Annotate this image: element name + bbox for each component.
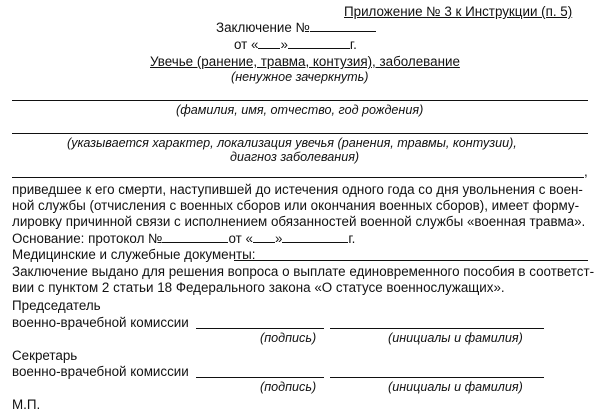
- secretary-signature-hint: (подпись): [260, 380, 317, 394]
- basis-date-prefix: от «: [228, 231, 253, 246]
- documents-label: Медицинские и служебные документы:: [12, 247, 256, 262]
- appendix-reference: Приложение № 3 к Инструкции (п. 5): [344, 4, 573, 19]
- injury-field-hint-2: диагноз заболевания): [230, 150, 360, 164]
- subject-line: Увечье (ранение, травма, контузия), заболевание: [150, 54, 460, 69]
- chair-name-line[interactable]: [330, 328, 544, 329]
- secretary-title-2: военно-врачебной комиссии: [12, 364, 189, 379]
- secretary-signature-line[interactable]: [196, 377, 324, 378]
- basis-day-blank[interactable]: [253, 230, 275, 243]
- name-field-hint: (фамилия, имя, отчество, год рождения): [176, 103, 424, 117]
- injury-field-hint-1: (указывается характер, локализация увечья (ранения, травмы, контузии),: [67, 136, 517, 150]
- basis-label: Основание: протокол №: [12, 231, 163, 246]
- date-mid: »: [280, 37, 288, 52]
- secretary-name-line[interactable]: [330, 377, 544, 378]
- injury-field-line[interactable]: [12, 133, 588, 134]
- body-line-3: лировку причинной связи с исполнением обязанностей военной службы «военная травма».: [12, 214, 586, 229]
- protocol-number-blank[interactable]: [162, 230, 228, 243]
- seal-place: М.П.: [12, 397, 41, 412]
- basis-line: [12, 230, 355, 246]
- basis-date-mid: »: [274, 231, 283, 246]
- basis-year-suffix: г.: [348, 231, 356, 246]
- chair-signature-hint: (подпись): [260, 331, 317, 345]
- body-line-2: ной службы (отчисления с военных сборов или окончания военных сборов), имеет форму-: [12, 198, 580, 213]
- diagnosis-field-comma: ,: [584, 164, 588, 179]
- name-field-line[interactable]: [12, 100, 588, 101]
- issued-line-2: вии с пунктом 2 статьи 18 Федерального закона «О статусе военнослужащих».: [12, 280, 505, 295]
- chair-title-2: военно-врачебной комиссии: [12, 315, 189, 330]
- date-day-blank[interactable]: [258, 36, 280, 49]
- chair-name-hint: (инициалы и фамилия): [388, 331, 523, 345]
- date-year-suffix: г.: [349, 37, 357, 52]
- body-line-1: приведшее к его смерти, наступившей до истечения одного года со дня увольнения с воен-: [12, 182, 583, 197]
- chair-title-1: Председатель: [12, 298, 101, 313]
- basis-month-blank[interactable]: [282, 230, 348, 243]
- conclusion-date-line: [234, 36, 357, 52]
- secretary-title-1: Секретарь: [12, 348, 78, 363]
- conclusion-number-label: Заключение №: [216, 20, 310, 35]
- documents-field-line[interactable]: [234, 260, 588, 261]
- date-prefix: от «: [234, 37, 259, 52]
- issued-line-1: Заключение выдано для решения вопроса о выплате единовременного пособия в соответст-: [12, 264, 595, 279]
- chair-signature-line[interactable]: [196, 328, 324, 329]
- subject-note: (ненужное зачеркнуть): [231, 70, 369, 84]
- diagnosis-field-line[interactable]: [12, 177, 584, 178]
- secretary-name-hint: (инициалы и фамилия): [388, 380, 523, 394]
- conclusion-number-blank[interactable]: [310, 19, 376, 32]
- date-month-blank[interactable]: [288, 36, 350, 49]
- conclusion-number-line: [216, 19, 376, 35]
